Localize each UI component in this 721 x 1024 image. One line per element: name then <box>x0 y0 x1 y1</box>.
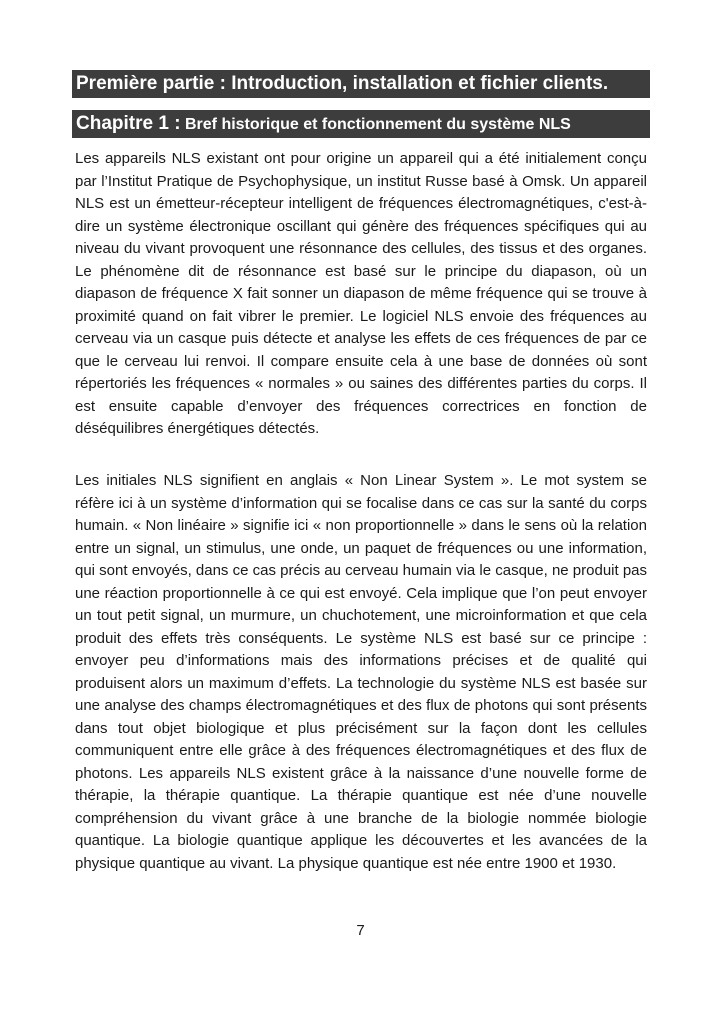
body-paragraph-1: Les appareils NLS existant ont pour origine un appareil qui a été initialement conçu par l’Institut Pratique de Psychophysique, un institut Russe basé à Omsk. Un appareil NLS est un émetteur-récepteur intelligent de fréquences électromagnétiques, c'est-à-dire un système électronique oscillant qui génère des fréquences spécifiques qui au niveau du vivant provoquent une résonnance des cellules, des tissus et des organes. Le phénomène dit de résonnance est basé sur le principe du diapason, où un diapason de fréquence X fait sonner un diapason de même fréquence qui se trouve à proximité quand on fait vibrer le premier. Le logiciel NLS envoie des fréquences au cerveau via un casque puis détecte et analyse les effets de ces fréquences de par ce que le cerveau lui renvoi. Il compare ensuite cela à une base de données où sont répertoriés les fréquences « normales » ou saines des différentes parties du corps. Il est ensuite capable d’envoyer des fréquences correctrices en fonction de déséquilibres énergétiques détectés. <box>75 150 647 437</box>
page-number: 7 <box>356 922 365 939</box>
body-paragraph-2: Les initiales NLS signifient en anglais « Non Linear System ». Le mot system se réfère ici à un système d’information qui se focalise dans ce cas sur la santé du corps humain. « Non linéaire » signifie ici « non proportionnelle » dans le sens où la relation entre un signal, un stimulus, une onde, un paquet de fréquences ou une information, qui sont envoyés, dans ce cas précis au cerveau humain via le casque, ne produit pas une réaction proportionnelle à ce qui est envoyé. Cela implique que l’on peut envoyer un tout petit signal, un murmure, un chuchotement, une microinformation et que cela produit des effets très conséquents. Le système NLS est basé sur ce principe : envoyer peu d’informations mais des informations précises et de qualité qui produisent alors un maximum d’effets. La technologie du système NLS est basée sur une analyse des champs électromagnétiques et des flux de photons qui sont présents dans tout objet biologique et plus précisément sur la façon dont les cellules communiquent entre elle grâce à des fréquences électromagnétiques et des flux de photons. Les appareils NLS existent grâce à la naissance d’une nouvelle forme de thérapie, la thérapie quantique. La thérapie quantique est née d’une nouvelle compréhension du vivant grâce à une branche de la biologie nommée biologie quantique. La biologie quantique applique les découvertes et les avancées de la physique quantique au vivant. La physique quantique est née entre 1900 et 1930. <box>75 472 648 872</box>
chapter-heading <box>72 110 650 138</box>
part-heading: Première partie : Introduction, installation et fichier clients. <box>72 70 650 98</box>
chapter-number: Chapitre 1 : <box>76 113 181 134</box>
chapter-title: Bref historique et fonctionnement du système NLS <box>184 116 571 133</box>
